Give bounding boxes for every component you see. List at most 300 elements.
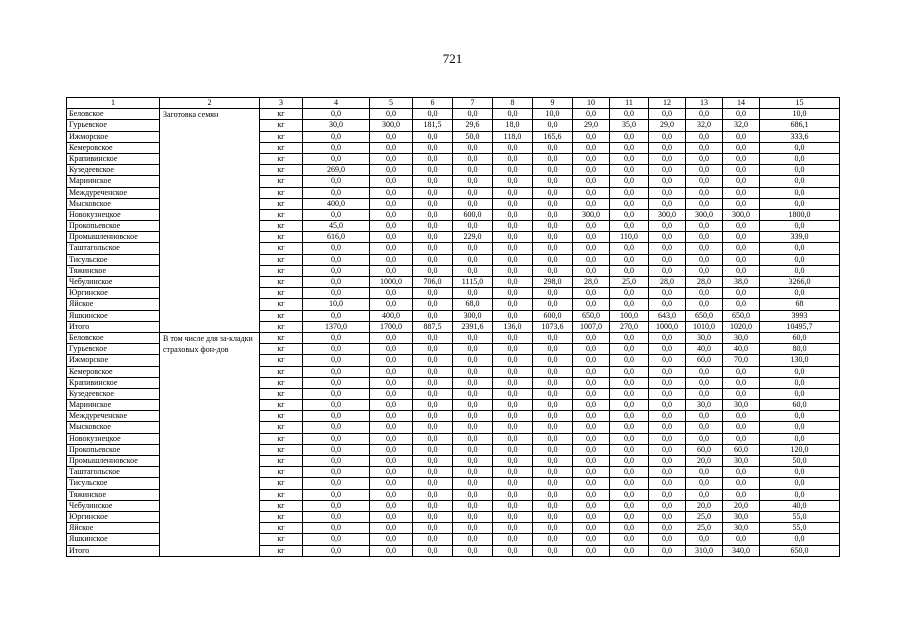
value-cell: 0,0: [573, 400, 610, 411]
value-cell: 0,0: [493, 232, 533, 243]
value-cell: 60,0: [686, 444, 723, 455]
total-cell: 55,0: [760, 523, 840, 534]
value-cell: 0,0: [493, 478, 533, 489]
value-cell: 0,0: [303, 310, 370, 321]
value-cell: 0,0: [573, 422, 610, 433]
value-cell: 40,0: [686, 344, 723, 355]
value-cell: 0,0: [573, 243, 610, 254]
value-cell: 0,0: [610, 265, 649, 276]
value-cell: 0,0: [413, 411, 453, 422]
value-cell: 181,5: [413, 120, 453, 131]
region-cell: Междуреченское: [67, 187, 160, 198]
column-number-header: 12: [649, 98, 686, 109]
value-cell: 1010,0: [686, 321, 723, 332]
value-cell: 0,0: [610, 209, 649, 220]
total-cell: 60,0: [760, 332, 840, 343]
value-cell: 0,0: [686, 478, 723, 489]
value-cell: 0,0: [413, 165, 453, 176]
column-number-header: 10: [573, 98, 610, 109]
value-cell: 0,0: [686, 198, 723, 209]
total-cell: 0,0: [760, 187, 840, 198]
value-cell: 0,0: [370, 254, 413, 265]
value-cell: 0,0: [686, 187, 723, 198]
total-cell: 339,0: [760, 232, 840, 243]
value-cell: 0,0: [370, 243, 413, 254]
value-cell: 0,0: [610, 523, 649, 534]
value-cell: 0,0: [686, 232, 723, 243]
value-cell: 400,0: [370, 310, 413, 321]
total-cell: 80,0: [760, 344, 840, 355]
value-cell: 30,0: [723, 456, 760, 467]
value-cell: 0,0: [649, 254, 686, 265]
total-cell: 0,0: [760, 165, 840, 176]
value-cell: 0,0: [413, 332, 453, 343]
value-cell: 0,0: [723, 221, 760, 232]
value-cell: 0,0: [493, 422, 533, 433]
value-cell: 0,0: [303, 344, 370, 355]
value-cell: 0,0: [610, 456, 649, 467]
value-cell: 0,0: [649, 500, 686, 511]
value-cell: 0,0: [413, 355, 453, 366]
value-cell: 0,0: [533, 400, 573, 411]
value-cell: 0,0: [649, 422, 686, 433]
value-cell: 0,0: [686, 153, 723, 164]
value-cell: 0,0: [413, 400, 453, 411]
value-cell: 0,0: [533, 332, 573, 343]
value-cell: 0,0: [649, 511, 686, 522]
value-cell: 0,0: [493, 355, 533, 366]
value-cell: 0,0: [573, 131, 610, 142]
value-cell: 0,0: [453, 366, 493, 377]
region-cell: Ижморское: [67, 355, 160, 366]
value-cell: 0,0: [649, 165, 686, 176]
value-cell: 0,0: [413, 534, 453, 545]
value-cell: 0,0: [413, 254, 453, 265]
value-cell: 0,0: [303, 355, 370, 366]
value-cell: 0,0: [303, 500, 370, 511]
region-cell: Кемеровское: [67, 366, 160, 377]
region-cell: Яшкинское: [67, 310, 160, 321]
value-cell: 0,0: [493, 500, 533, 511]
value-cell: 0,0: [533, 377, 573, 388]
value-cell: 0,0: [610, 187, 649, 198]
value-cell: 0,0: [453, 545, 493, 556]
value-cell: 0,0: [533, 176, 573, 187]
value-cell: 0,0: [370, 366, 413, 377]
value-cell: 0,0: [453, 467, 493, 478]
value-cell: 229,0: [453, 232, 493, 243]
value-cell: 40,0: [723, 344, 760, 355]
value-cell: 300,0: [649, 209, 686, 220]
value-cell: 0,0: [610, 400, 649, 411]
value-cell: 29,6: [453, 120, 493, 131]
total-cell: 3993: [760, 310, 840, 321]
value-cell: 0,0: [686, 109, 723, 120]
value-cell: 0,0: [610, 254, 649, 265]
value-cell: 0,0: [573, 254, 610, 265]
total-cell: 0,0: [760, 478, 840, 489]
value-cell: 0,0: [413, 456, 453, 467]
value-cell: 300,0: [370, 120, 413, 131]
unit-cell: кг: [260, 120, 303, 131]
value-cell: 0,0: [453, 444, 493, 455]
value-cell: 0,0: [533, 545, 573, 556]
region-cell: Итого: [67, 321, 160, 332]
value-cell: 643,0: [649, 310, 686, 321]
value-cell: 0,0: [493, 310, 533, 321]
value-cell: 25,0: [686, 511, 723, 522]
value-cell: 650,0: [686, 310, 723, 321]
unit-cell: кг: [260, 243, 303, 254]
value-cell: 0,0: [610, 377, 649, 388]
value-cell: 0,0: [413, 366, 453, 377]
unit-cell: кг: [260, 299, 303, 310]
value-cell: 0,0: [370, 500, 413, 511]
value-cell: 0,0: [533, 355, 573, 366]
value-cell: 0,0: [573, 165, 610, 176]
value-cell: 0,0: [686, 299, 723, 310]
value-cell: 0,0: [453, 422, 493, 433]
value-cell: 136,0: [493, 321, 533, 332]
value-cell: 0,0: [413, 433, 453, 444]
total-cell: 0,0: [760, 198, 840, 209]
value-cell: 0,0: [649, 232, 686, 243]
value-cell: 0,0: [453, 511, 493, 522]
value-cell: 1000,0: [370, 277, 413, 288]
value-cell: 0,0: [533, 232, 573, 243]
unit-cell: кг: [260, 344, 303, 355]
region-cell: Прокопьевское: [67, 444, 160, 455]
total-cell: 68: [760, 299, 840, 310]
value-cell: 0,0: [723, 254, 760, 265]
value-cell: 0,0: [303, 277, 370, 288]
value-cell: 20,0: [686, 500, 723, 511]
value-cell: 0,0: [493, 332, 533, 343]
value-cell: 0,0: [686, 243, 723, 254]
value-cell: 0,0: [533, 153, 573, 164]
total-cell: 0,0: [760, 422, 840, 433]
value-cell: 0,0: [723, 467, 760, 478]
value-cell: 30,0: [723, 511, 760, 522]
value-cell: 0,0: [686, 489, 723, 500]
region-cell: Кемеровское: [67, 142, 160, 153]
value-cell: 0,0: [686, 288, 723, 299]
total-cell: 130,0: [760, 355, 840, 366]
value-cell: 0,0: [413, 142, 453, 153]
value-cell: 0,0: [649, 489, 686, 500]
value-cell: 300,0: [573, 209, 610, 220]
value-cell: 0,0: [723, 232, 760, 243]
value-cell: 165,6: [533, 131, 573, 142]
value-cell: 0,0: [370, 288, 413, 299]
total-cell: 55,0: [760, 511, 840, 522]
value-cell: 300,0: [686, 209, 723, 220]
value-cell: 0,0: [413, 545, 453, 556]
value-cell: 0,0: [610, 534, 649, 545]
value-cell: 0,0: [413, 478, 453, 489]
value-cell: 0,0: [610, 366, 649, 377]
region-cell: Яйское: [67, 523, 160, 534]
column-number-header: 7: [453, 98, 493, 109]
value-cell: 0,0: [649, 332, 686, 343]
unit-cell: кг: [260, 165, 303, 176]
value-cell: 38,0: [723, 277, 760, 288]
value-cell: 0,0: [723, 265, 760, 276]
value-cell: 0,0: [610, 332, 649, 343]
value-cell: 0,0: [723, 288, 760, 299]
unit-cell: кг: [260, 310, 303, 321]
value-cell: 0,0: [723, 165, 760, 176]
value-cell: 45,0: [303, 221, 370, 232]
value-cell: 0,0: [573, 109, 610, 120]
value-cell: 0,0: [303, 153, 370, 164]
value-cell: 18,0: [493, 120, 533, 131]
value-cell: 30,0: [686, 400, 723, 411]
value-cell: 0,0: [533, 187, 573, 198]
value-cell: 0,0: [493, 153, 533, 164]
value-cell: 25,0: [686, 523, 723, 534]
value-cell: 0,0: [610, 478, 649, 489]
value-cell: 0,0: [493, 411, 533, 422]
total-cell: 0,0: [760, 366, 840, 377]
value-cell: 0,0: [573, 411, 610, 422]
region-cell: Юргинское: [67, 511, 160, 522]
total-cell: 0,0: [760, 388, 840, 399]
value-cell: 0,0: [610, 411, 649, 422]
unit-cell: кг: [260, 131, 303, 142]
value-cell: 0,0: [493, 366, 533, 377]
region-cell: Итого: [67, 545, 160, 556]
value-cell: 0,0: [453, 288, 493, 299]
value-cell: 310,0: [686, 545, 723, 556]
unit-cell: кг: [260, 489, 303, 500]
value-cell: 0,0: [370, 456, 413, 467]
value-cell: 0,0: [723, 243, 760, 254]
value-cell: 0,0: [493, 221, 533, 232]
value-cell: 0,0: [493, 344, 533, 355]
unit-cell: кг: [260, 277, 303, 288]
value-cell: 0,0: [413, 131, 453, 142]
value-cell: 0,0: [649, 411, 686, 422]
unit-cell: кг: [260, 288, 303, 299]
value-cell: 0,0: [303, 388, 370, 399]
value-cell: 0,0: [493, 265, 533, 276]
value-cell: 0,0: [370, 523, 413, 534]
unit-cell: кг: [260, 142, 303, 153]
value-cell: 0,0: [610, 422, 649, 433]
unit-cell: кг: [260, 355, 303, 366]
value-cell: 0,0: [610, 288, 649, 299]
value-cell: 0,0: [493, 511, 533, 522]
unit-cell: кг: [260, 221, 303, 232]
region-cell: Юргинское: [67, 288, 160, 299]
value-cell: 0,0: [533, 478, 573, 489]
value-cell: 0,0: [453, 411, 493, 422]
value-cell: 0,0: [370, 545, 413, 556]
value-cell: 0,0: [610, 344, 649, 355]
region-cell: Яйское: [67, 299, 160, 310]
total-cell: 0,0: [760, 467, 840, 478]
value-cell: 0,0: [686, 131, 723, 142]
value-cell: 25,0: [610, 277, 649, 288]
value-cell: 0,0: [493, 165, 533, 176]
unit-cell: кг: [260, 109, 303, 120]
value-cell: 0,0: [453, 534, 493, 545]
value-cell: 0,0: [686, 422, 723, 433]
value-cell: 600,0: [533, 310, 573, 321]
column-number-header: 9: [533, 98, 573, 109]
value-cell: 0,0: [723, 299, 760, 310]
value-cell: 0,0: [610, 165, 649, 176]
value-cell: 0,0: [686, 265, 723, 276]
value-cell: 0,0: [723, 489, 760, 500]
unit-cell: кг: [260, 388, 303, 399]
value-cell: 600,0: [453, 209, 493, 220]
value-cell: 0,0: [370, 265, 413, 276]
value-cell: 0,0: [723, 534, 760, 545]
value-cell: 0,0: [723, 377, 760, 388]
value-cell: 0,0: [610, 388, 649, 399]
value-cell: 0,0: [413, 500, 453, 511]
value-cell: 0,0: [686, 165, 723, 176]
value-cell: 0,0: [610, 500, 649, 511]
table-row: [67, 109, 840, 120]
value-cell: 0,0: [573, 433, 610, 444]
value-cell: 0,0: [413, 310, 453, 321]
value-cell: 0,0: [723, 198, 760, 209]
value-cell: 0,0: [573, 534, 610, 545]
value-cell: 0,0: [649, 355, 686, 366]
value-cell: 60,0: [686, 355, 723, 366]
value-cell: 0,0: [649, 433, 686, 444]
value-cell: 0,0: [686, 221, 723, 232]
value-cell: 0,0: [453, 388, 493, 399]
value-cell: 0,0: [533, 411, 573, 422]
total-cell: 0,0: [760, 142, 840, 153]
value-cell: 0,0: [493, 489, 533, 500]
value-cell: 0,0: [649, 109, 686, 120]
value-cell: 0,0: [453, 377, 493, 388]
value-cell: 0,0: [370, 433, 413, 444]
column-number-header: 11: [610, 98, 649, 109]
value-cell: 0,0: [573, 187, 610, 198]
region-cell: Ижморское: [67, 131, 160, 142]
value-cell: 0,0: [413, 109, 453, 120]
value-cell: 0,0: [370, 478, 413, 489]
region-cell: Мариинское: [67, 176, 160, 187]
value-cell: 0,0: [686, 366, 723, 377]
value-cell: 0,0: [610, 299, 649, 310]
value-cell: 0,0: [493, 388, 533, 399]
total-cell: 0,0: [760, 411, 840, 422]
value-cell: 0,0: [533, 221, 573, 232]
value-cell: 0,0: [533, 165, 573, 176]
value-cell: 0,0: [533, 288, 573, 299]
value-cell: 0,0: [649, 388, 686, 399]
value-cell: 0,0: [723, 388, 760, 399]
region-cell: Тяжинское: [67, 489, 160, 500]
value-cell: 0,0: [649, 299, 686, 310]
unit-cell: кг: [260, 422, 303, 433]
unit-cell: кг: [260, 198, 303, 209]
total-cell: 1800,0: [760, 209, 840, 220]
value-cell: 0,0: [686, 388, 723, 399]
value-cell: 0,0: [649, 478, 686, 489]
unit-cell: кг: [260, 187, 303, 198]
value-cell: 0,0: [533, 243, 573, 254]
value-cell: 0,0: [533, 523, 573, 534]
value-cell: 0,0: [610, 109, 649, 120]
value-cell: 0,0: [493, 176, 533, 187]
value-cell: 0,0: [370, 221, 413, 232]
value-cell: 70,0: [723, 355, 760, 366]
value-cell: 0,0: [493, 187, 533, 198]
value-cell: 887,5: [413, 321, 453, 332]
value-cell: 0,0: [413, 299, 453, 310]
value-cell: 110,0: [610, 232, 649, 243]
value-cell: 0,0: [493, 288, 533, 299]
value-cell: 68,0: [453, 299, 493, 310]
value-cell: 0,0: [533, 444, 573, 455]
value-cell: 0,0: [610, 176, 649, 187]
unit-cell: кг: [260, 176, 303, 187]
total-cell: 0,0: [760, 176, 840, 187]
value-cell: 118,0: [493, 131, 533, 142]
value-cell: 0,0: [493, 198, 533, 209]
value-cell: 0,0: [453, 355, 493, 366]
column-number-header: 2: [160, 98, 260, 109]
value-cell: 0,0: [723, 142, 760, 153]
total-cell: 0,0: [760, 534, 840, 545]
value-cell: 0,0: [573, 456, 610, 467]
region-cell: Тисульское: [67, 254, 160, 265]
unit-cell: кг: [260, 366, 303, 377]
category-cell: Заготовка семян: [160, 109, 260, 333]
value-cell: 0,0: [649, 176, 686, 187]
value-cell: 30,0: [723, 400, 760, 411]
column-number-header: 13: [686, 98, 723, 109]
value-cell: 0,0: [573, 265, 610, 276]
value-cell: 0,0: [303, 109, 370, 120]
value-cell: 0,0: [303, 511, 370, 522]
value-cell: 269,0: [303, 165, 370, 176]
value-cell: 32,0: [686, 120, 723, 131]
column-number-header: 6: [413, 98, 453, 109]
value-cell: 0,0: [573, 377, 610, 388]
value-cell: 650,0: [723, 310, 760, 321]
value-cell: 0,0: [453, 142, 493, 153]
value-cell: 0,0: [649, 344, 686, 355]
total-cell: 120,0: [760, 444, 840, 455]
value-cell: 0,0: [413, 444, 453, 455]
value-cell: 0,0: [649, 400, 686, 411]
unit-cell: кг: [260, 478, 303, 489]
value-cell: 0,0: [723, 176, 760, 187]
unit-cell: кг: [260, 500, 303, 511]
value-cell: 0,0: [453, 489, 493, 500]
value-cell: 0,0: [493, 545, 533, 556]
value-cell: 1073,6: [533, 321, 573, 332]
total-cell: 50,0: [760, 456, 840, 467]
region-cell: Мариинское: [67, 400, 160, 411]
value-cell: 0,0: [370, 377, 413, 388]
value-cell: 0,0: [303, 254, 370, 265]
value-cell: 340,0: [723, 545, 760, 556]
value-cell: 0,0: [533, 388, 573, 399]
value-cell: 0,0: [610, 243, 649, 254]
value-cell: 0,0: [453, 198, 493, 209]
value-cell: 0,0: [493, 142, 533, 153]
